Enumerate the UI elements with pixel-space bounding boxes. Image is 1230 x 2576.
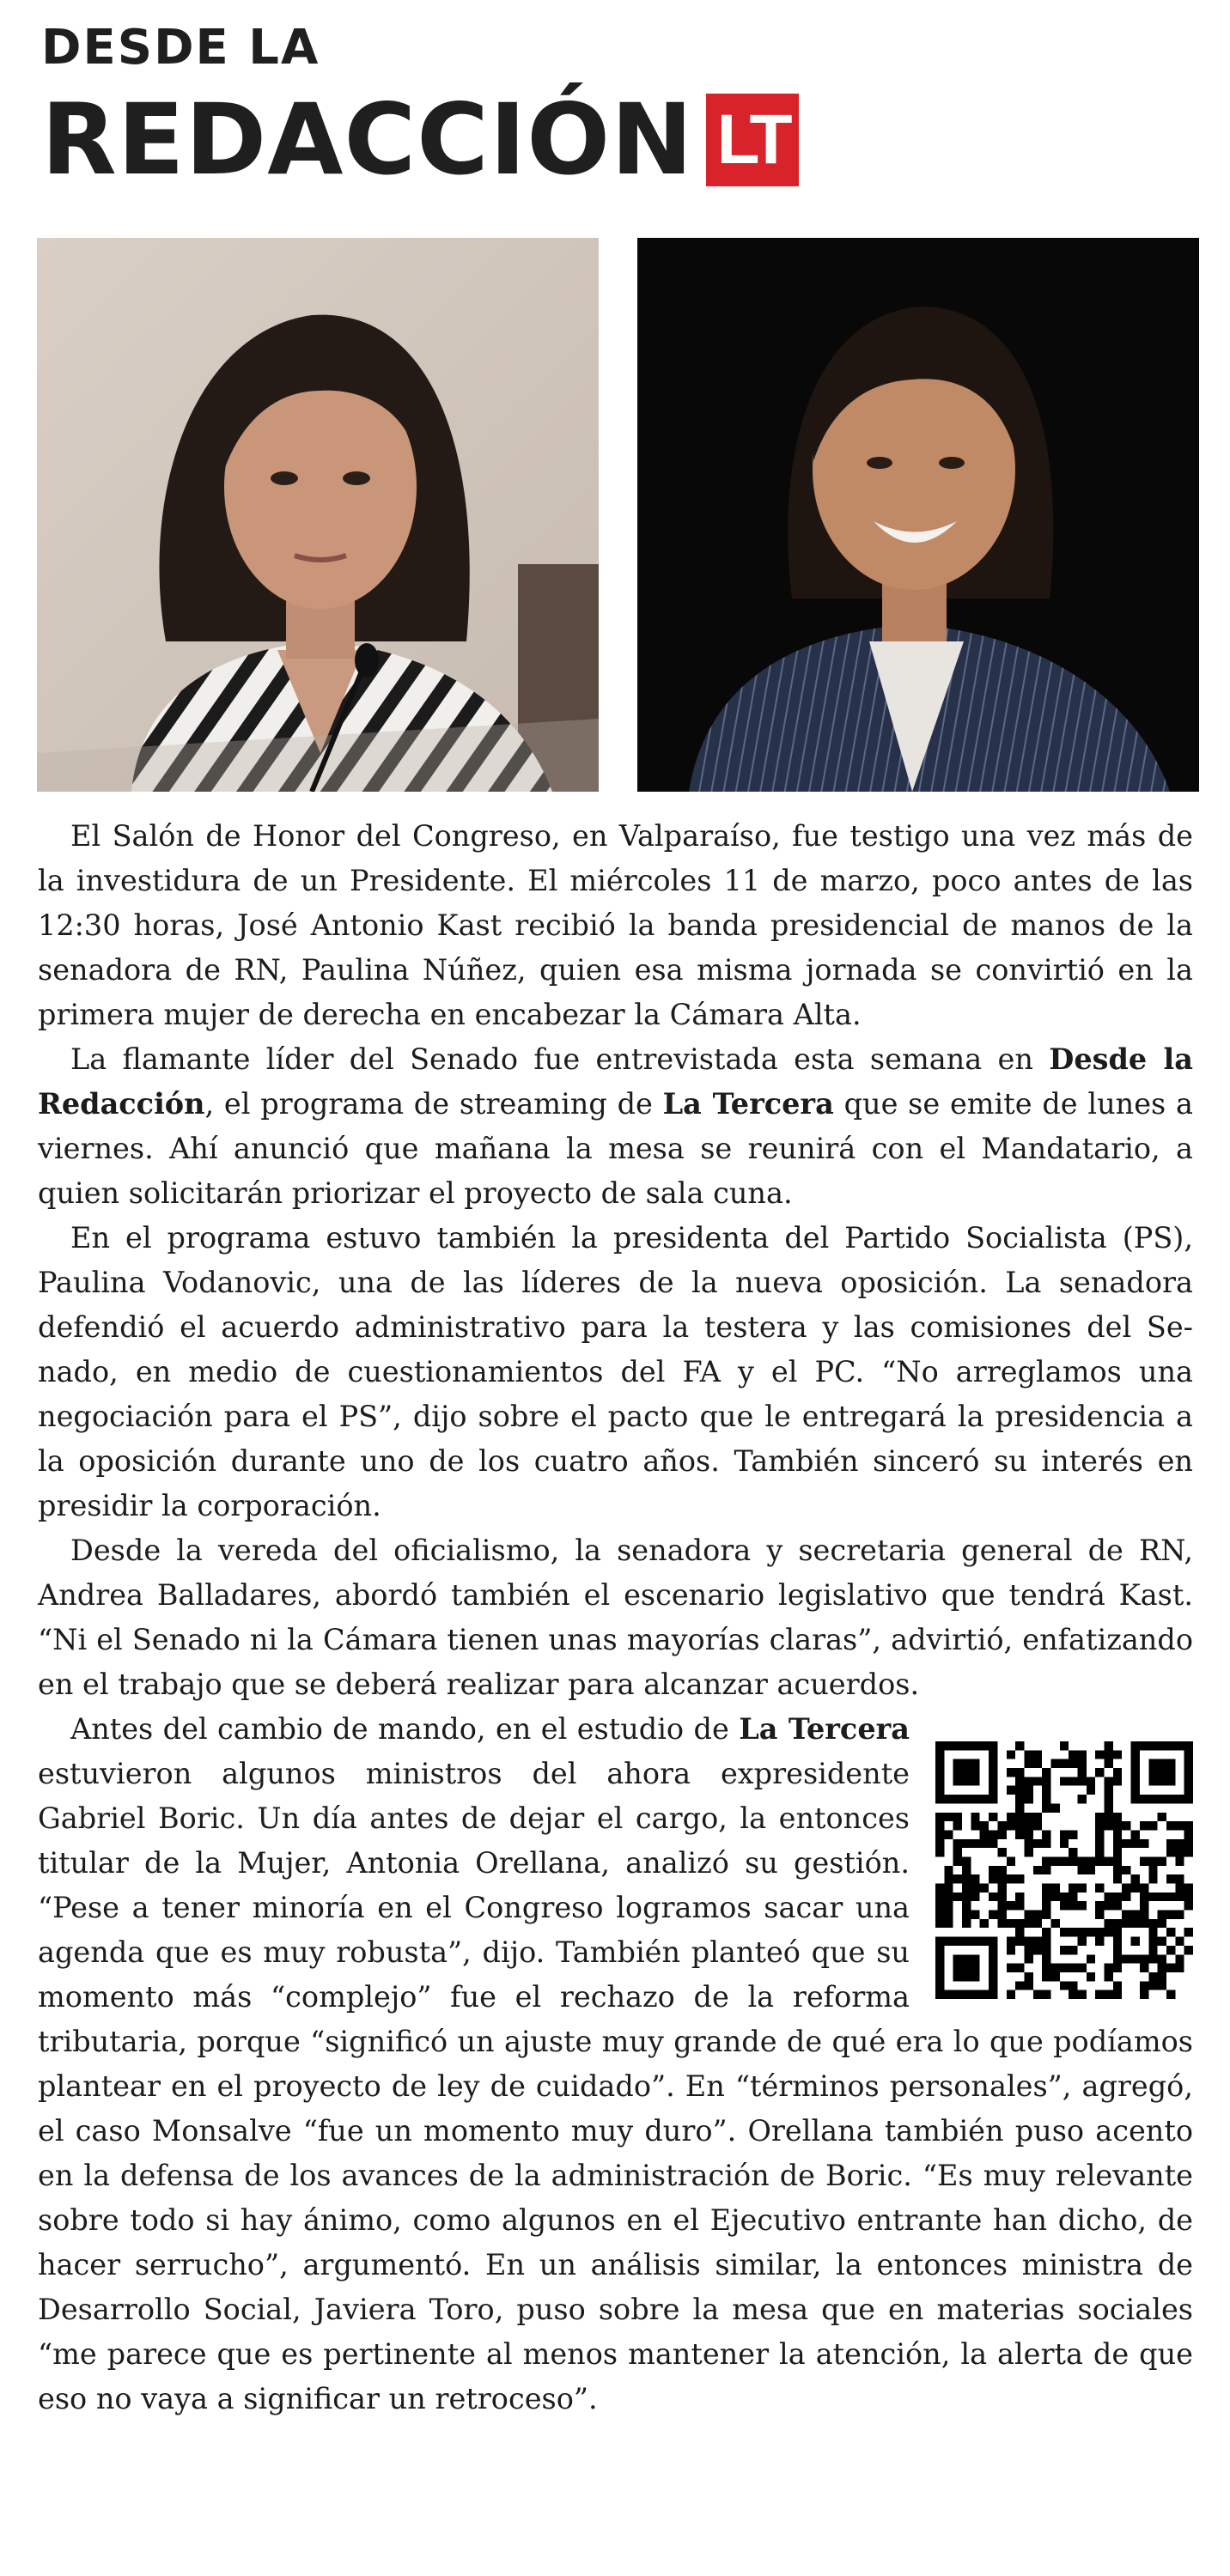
- article-paragraph: [38, 1037, 1193, 1216]
- text-run: estuvieron algunos ministros del ahora expresidente Gabriel Boric. Un día antes de dejar el cargo, la entonces titular de la Mujer, Antonia Orellana, analizó su gestión. “Pese a tener minoría en el Congreso logramos sacar una agenda que es muy robusta”, dijo. También planteó que su momento más “complejo” fue el rechazo de la reforma tributaria, porque “significó un ajuste muy grande de qué era lo que podíamos plantear en el proyecto de ley de cuidado”. En “términos personales”, agregó, el caso Monsalve “fue un momento muy duro”. Orellana también puso acento en la defensa de los avances de la administración de Boric. “Es muy relevante sobre todo si hay ánimo, como algunos en el Ejecutivo entrante han dicho, de hacer serrucho”, argumentó. En un análisis similar, la entonces ministra de Desarrollo Social, Javiera Toro, puso sobre la mesa que en materias sociales “me parece que es pertinente al menos mantener la atención, la alerta de que eso no vaya a significar un retroceso”.: [38, 1757, 1193, 2415]
- text-run: Antes del cambio de mando, en el estudio de: [70, 1712, 740, 1746]
- photo-senator-left: [37, 238, 599, 792]
- section-kicker: DESDE LA: [41, 20, 320, 76]
- text-run: que se emite de lunes a viernes. Ahí anunció que mañana la mesa se reunirá con el Mandatario, a quien solicitarán priorizar el proyecto de sala cuna.: [38, 1087, 1193, 1210]
- section-header: [41, 20, 799, 197]
- article-paragraph: En el programa estuvo también la presidenta del Partido Socialista (PS), Paulina Vodanovic, una de las líderes de la nueva oposición. La senadora defendió el acuerdo administrativo para la testera y las comisiones del Senado, en medio de cuestionamientos del FA y el PC. “No arreglamos una negociación para el PS”, dijo sobre el pacto que le entregará la presidencia a la oposición durante uno de los cuatro años. También sinceró su interés en presidir la corporación.: [38, 1221, 1193, 1522]
- qr-code[interactable]: [935, 1741, 1193, 1999]
- photo-senator-right: [637, 238, 1199, 792]
- portrait-image: [637, 238, 1199, 792]
- qr-code-image: [935, 1741, 1193, 1999]
- text-run: , el programa de streaming de: [204, 1087, 663, 1121]
- article-paragraph: Desde la vereda del oficialismo, la senadora y secretaria general de RN, Andrea Balladares, abordó también el escenario legislativo que tendrá Kast. “Ni el Senado ni la Cámara tienen unas mayorías claras”, advirtió, enfatizando en el trabajo que se deberá realizar para alcanzar acuerdos.: [38, 1534, 1193, 1701]
- article-paragraph: El Salón de Honor del Congreso, en Valparaíso, fue testigo una vez más de la investidura de un Presidente. El miércoles 11 de marzo, poco antes de las 12:30 horas, José Antonio Kast recibió la banda presidencial de manos de la senadora de RN, Paulina Núñez, quien esa misma jornada se convirtió en la primera mujer de derecha en encabezar la Cámara Alta.: [38, 819, 1193, 1031]
- section-title: REDACCIÓN: [41, 82, 694, 197]
- bold-newspaper-name: La Tercera: [662, 1087, 834, 1121]
- text-run: La flamante líder del Senado fue entrevistada esta semana en: [70, 1042, 1050, 1076]
- portrait-image: [37, 238, 599, 792]
- bold-program-name: Desde la Redacción: [38, 1042, 1193, 1121]
- section-title-row: [41, 82, 799, 197]
- article-body: [38, 814, 1193, 2421]
- bold-newspaper-name: La Tercera: [739, 1712, 910, 1746]
- la-tercera-logo: [706, 94, 799, 186]
- logo-text: LT: [716, 100, 788, 179]
